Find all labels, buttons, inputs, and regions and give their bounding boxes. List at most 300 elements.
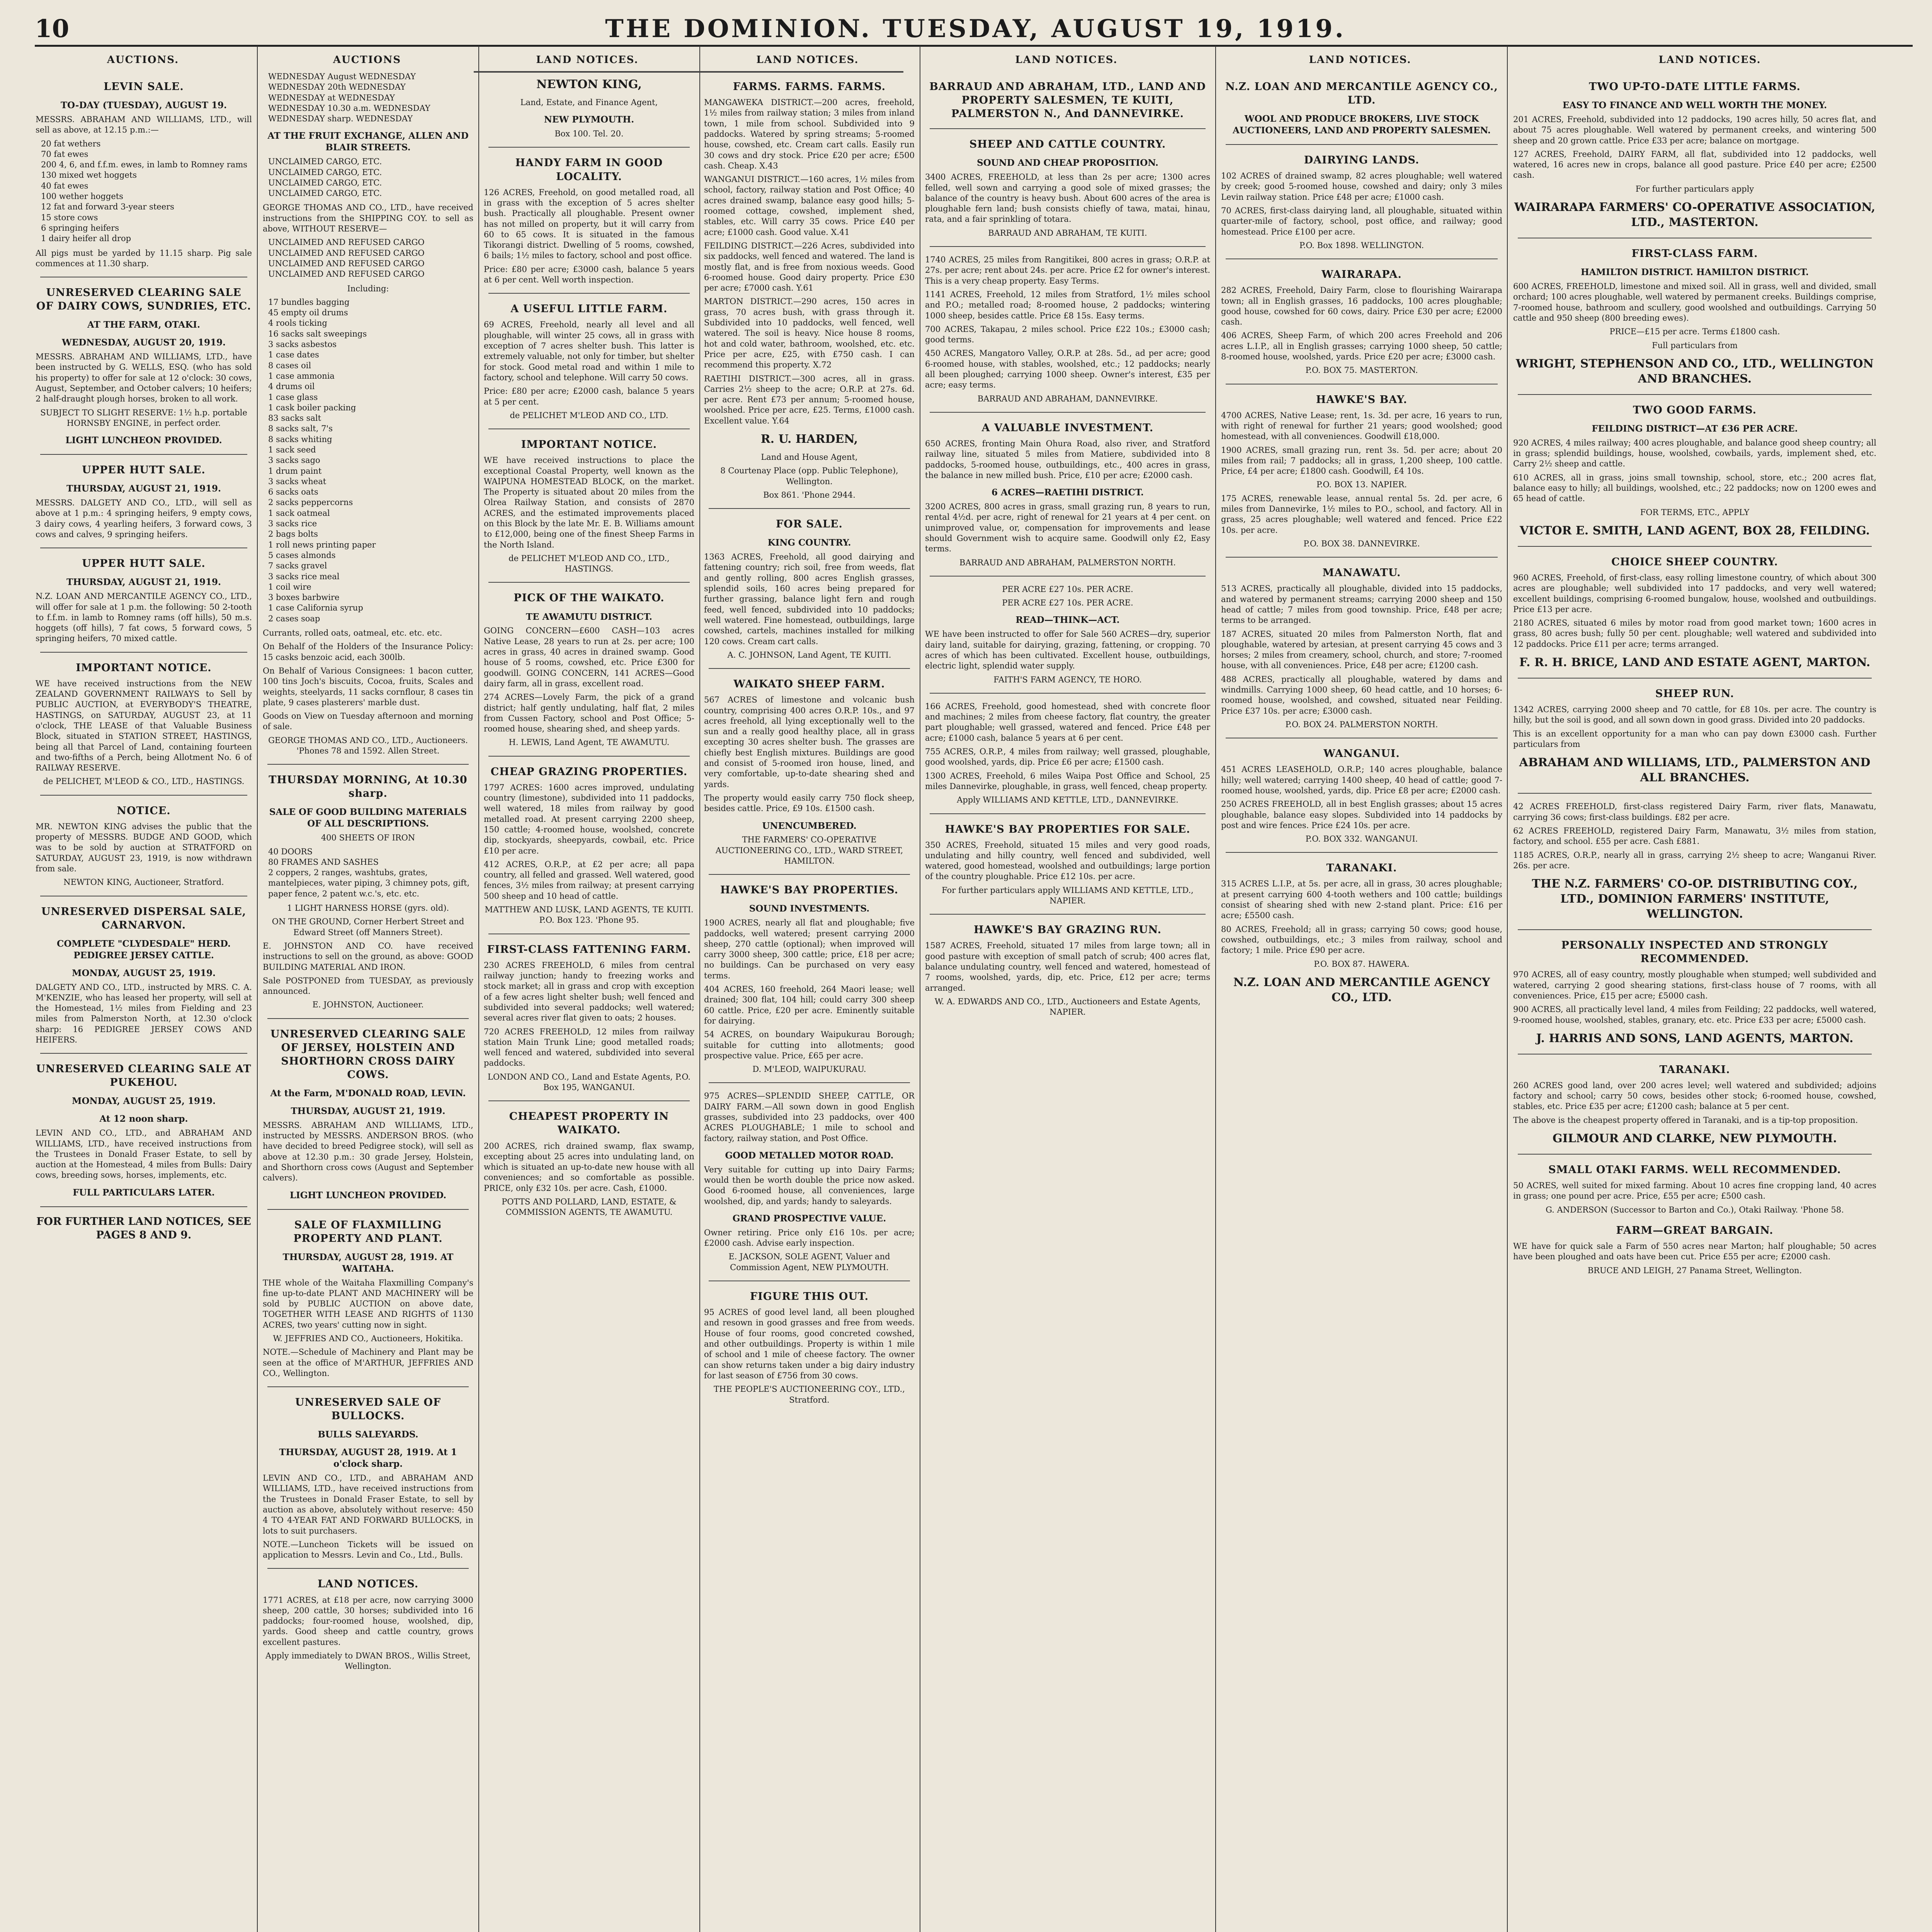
stock-list xyxy=(36,139,252,244)
ad-title: UPPER HUTT SALE. xyxy=(82,558,206,570)
ad-title: UNRESERVED DISPERSAL SALE, CARNARVON. xyxy=(41,905,247,931)
ad-subtitle: GRAND PROSPECTIVE VALUE. xyxy=(732,1213,886,1224)
list-item: 3 sacks wheat xyxy=(268,476,327,486)
list-item: 4 rools ticking xyxy=(268,318,327,328)
ad-body: 80 ACRES, Freehold; all in grass; carrying 50 cows; good house, cowshed, outbuildings, etc.; 3 miles from railway, school and factory; 1 mile. Price £90 per acre. xyxy=(1221,924,1502,955)
ad-body: 406 ACRES, Sheep Farm, of which 200 acres Freehold and 206 acres L.I.P., all in English grasses; carrying 1000 sheep, 50 cattle; 8-roomed house, woolshed, yards. Price £20 per acre; £3000 cash. xyxy=(1221,331,1502,362)
ad-subtitle: GOOD METALLED MOTOR ROAD. xyxy=(725,1150,894,1161)
section-heading: LAND NOTICES. xyxy=(317,1578,419,1590)
column-divider xyxy=(478,46,479,1932)
ad-separator xyxy=(488,293,690,294)
ad-separator xyxy=(709,874,910,875)
ad-body: Very suitable for cutting up into Dairy Farms; would then be worth double the price now asked. Good 6-roomed house, all conveniences, large woolshed, dip, and yards; handy to saleyards. xyxy=(704,1165,915,1206)
agent-name: GILMOUR AND CLARKE, NEW PLYMOUTH. xyxy=(1553,1132,1837,1146)
ad-separator xyxy=(930,128,1206,129)
ad-date: THURSDAY, AUGUST 21, 1919. xyxy=(66,577,221,588)
ad-body: 2180 ACRES, situated 6 miles by motor road from good market town; 1600 acres in grass, 80 acres bush; fully 50 per cent. ploughable; well watered and subdivided into 12 paddocks. Price £11 per acre; terms arranged. xyxy=(1513,618,1876,649)
ad-body: 920 ACRES, 4 miles railway; 400 acres ploughable, and balance good sheep country; all in grass; splendid buildings, house, woolshed, cowbails, yards, implement shed, etc. Carry 2½ sheep and cattle. xyxy=(1513,438,1876,469)
list-item: UNCLAIMED CARGO, ETC. xyxy=(268,167,382,177)
ad-body: 200 ACRES, rich drained swamp, flax swamp, excepting about 25 acres into undulating land, on which is situated an up-to-date new house with all conveniences; and so comfortable as possible. PRICE, only £32 10s. per acre. Cash, £1000. xyxy=(484,1141,694,1193)
ad-title: IMPORTANT NOTICE. xyxy=(76,662,212,674)
column-head: LAND NOTICES. xyxy=(756,54,859,66)
ad-title: UPPER HUTT SALE. xyxy=(82,464,206,476)
ad-signature: BARRAUD AND ABRAHAM, TE KUITI. xyxy=(988,228,1147,238)
list-item: 1 cask boiler packing xyxy=(268,403,356,412)
ad-body: 126 ACRES, Freehold, on good metalled road, all in grass with the exception of 5 acres shelter bush. Practically all ploughable. Present owner has not milled on property, but it will carry from 60 to 65 cows. It is situated in the famous Tikorangi district. Dwelling of 5 rooms, cowshed, 6 bails; 1½ miles to factory, school and post office. xyxy=(484,187,694,260)
ad-body: 1342 ACRES, carrying 2000 sheep and 70 cattle, for £8 10s. per acre. The country is hilly, but the soil is good, and all sown down in good grass. Divided into 20 paddocks. xyxy=(1513,705,1876,725)
list-item: 3 sacks sago xyxy=(268,456,320,465)
ad-signature: THE PEOPLE'S AUCTIONEERING COY., LTD., Stratford. xyxy=(714,1384,905,1405)
ad-body: 70 ACRES, first-class dairying land, all ploughable, situated within quarter-mile of factory, school, post office, and railway; good homestead. Price £100 per acre. xyxy=(1221,206,1502,236)
ad-body: On Behalf of the Holders of the Insurance Policy: 15 casks benzoic acid, each 300lb. xyxy=(263,642,473,662)
ad-separator xyxy=(709,508,910,509)
ad-subtitle: COMPLETE "CLYDESDALE" HERD. PEDIGREE JERSEY CATTLE. xyxy=(57,938,231,961)
column-divider xyxy=(257,46,258,1932)
ad-title: PICK OF THE WAIKATO. xyxy=(514,592,665,604)
agent-name: R. U. HARDEN, xyxy=(760,432,858,446)
ad-body: MANGAWEKA DISTRICT.—200 acres, freehold, 1½ miles from railway station; 3 miles from inland town, 1 mile from school. Subdivided into 9 paddocks. Watered by spring streams; 5-roomed house, cowshed, etc. Cream cart calls. Easily run 30 cows and dry stock. Price £20 per acre; £500 cash. Cheap. X.43 xyxy=(704,98,915,170)
ad-separator xyxy=(40,1053,247,1054)
column-head: AUCTIONS. xyxy=(107,54,179,66)
column-head: AUCTIONS xyxy=(333,54,401,66)
ad-body: 187 ACRES, situated 20 miles from Palmerston North, flat and ploughable, watered by artesian, at present carrying 45 cows and 3 horses; 2 miles from creamery, school, church, and store; 7-roomed house, with all conveniences. Price, £48 per acre; £1200 cash. xyxy=(1221,629,1502,670)
list-item: WEDNESDAY 10.30 a.m. WEDNESDAY xyxy=(268,103,430,113)
list-item: 5 cases almonds xyxy=(268,550,336,560)
ad-signature: BARRAUD AND ABRAHAM, PALMERSTON NORTH. xyxy=(959,558,1176,567)
ad-separator xyxy=(488,582,690,583)
agent-address: 8 Courtenay Place (opp. Public Telephone), Wellington. xyxy=(720,466,898,486)
list-item: 70 fat ewes xyxy=(41,149,88,159)
ad-label: Including: xyxy=(347,284,389,293)
ad-title: A VALUABLE INVESTMENT. xyxy=(981,422,1154,434)
ad-separator xyxy=(709,1082,910,1083)
list-item: 40 DOORS xyxy=(268,847,313,856)
ad-body: 960 ACRES, Freehold, of first-class, easy rolling limestone country, of which about 300 acres are ploughable; well subdivided into 17 paddocks, and very well watered; excellent buildings, comprising 6-roomed bungalow, house, woolshed and outbuildings. Price £13 per acre. xyxy=(1513,573,1876,614)
column-head: LAND NOTICES. xyxy=(1309,54,1412,66)
ad-subtitle: 6 ACRES—RAETIHI DISTRICT. xyxy=(991,487,1144,498)
ad-note: SUBJECT TO SLIGHT RESERVE: 1½ h.p. portable HORNSBY ENGINE, in perfect order. xyxy=(40,408,247,428)
ad-title: HAWKE'S BAY PROPERTIES. xyxy=(720,884,899,896)
list-item: 7 sacks gravel xyxy=(268,561,327,571)
ad-place: AT THE FARM, OTAKI. xyxy=(87,320,200,330)
list-item: WEDNESDAY August WEDNESDAY xyxy=(268,72,416,81)
agent-name: F. R. H. BRICE, LAND AND ESTATE AGENT, MARTON. xyxy=(1519,656,1871,670)
cargo-heading-lines xyxy=(263,237,473,279)
column-divider xyxy=(699,46,700,1932)
ad-body: 1587 ACRES, Freehold, situated 17 miles from large town; all in good pasture with exception of small patch of scrub; 400 acres flat, balance undulating country, well fenced and watered, homestead of 7 rooms, woolshed, yards, dip, etc. Price, £12 per acre; terms arranged. xyxy=(925,941,1210,993)
ad-price: PER ACRE £27 10s. PER ACRE. xyxy=(1002,598,1133,608)
ad-separator xyxy=(1226,557,1498,558)
ad-body: 412 ACRES, O.R.P., at £2 per acre; all papa country, all felled and grassed. Well watered, good fences, 3½ miles from railway; at present carrying 500 sheep and 10 head of cattle. xyxy=(484,859,694,901)
column-head: LAND NOTICES. xyxy=(1015,54,1118,66)
ad-body: 230 ACRES FREEHOLD, 6 miles from central railway junction; handy to freezing works and stock market; all in grass and crop with exception of a few acres light shelter bush; well fenced and subdivided into several paddocks; well watered; several acres river flat given to oats; 2 houses. xyxy=(484,960,694,1023)
ad-body: 451 ACRES LEASEHOLD, O.R.P.; 140 acres ploughable, balance hilly; well watered; carrying 1400 sheep, 40 head of cattle; good 7-roomed house, woolshed, yards, dip. Price £8 per acre; £2000 cash. xyxy=(1221,765,1502,795)
agent-box: P.O. BOX 87. HAWERA. xyxy=(1314,959,1410,969)
ad-signature: THE FARMERS' CO-OPERATIVE AUCTIONEERING CO., LTD., WARD STREET, HAMILTON. xyxy=(715,835,903,866)
ad-body: 610 ACRES, all in grass, joins small township, school, store, etc.; 200 acres flat, balance easy to hilly; all buildings, woolshed, etc.; 22 paddocks; now on 1200 ewes and 65 head of cattle. xyxy=(1513,473,1876,503)
ad-signature: D. M'LEOD, WAIPUKURAU. xyxy=(752,1065,866,1074)
ad-title: TARANAKI. xyxy=(1659,1063,1730,1076)
ad-body: 1797 ACRES: 1600 acres improved, undulating country (limestone), subdivided into 11 paddocks, well watered, 18 miles from railway by good metalled road. At present carrying 2200 sheep, 150 cattle; 4-roomed house, woolshed, concrete dip, stockyards, sheepyards, cowbail, etc. Price £10 per acre. xyxy=(484,782,694,855)
ad-signature: Apply WILLIAMS AND KETTLE, LTD., DANNEVIRKE. xyxy=(957,795,1179,805)
ad-title: TARANAKI. xyxy=(1326,862,1397,874)
ad-body: 350 ACRES, Freehold, situated 15 miles and very good roads, undulating and hilly country, well fenced and subdivided, well watered, good homestead, woolshed and outbuildings; large portion of the country ploughable. Price £12 10s. per acre. xyxy=(925,840,1210,881)
ad-title: HAWKE'S BAY GRAZING RUN. xyxy=(973,924,1162,936)
list-item: UNCLAIMED CARGO, ETC. xyxy=(268,157,382,167)
ad-separator xyxy=(1518,546,1872,547)
ad-price: PER ACRE £27 10s. PER ACRE. xyxy=(1002,584,1133,594)
agent-name: VICTOR E. SMITH, LAND AGENT, BOX 28, FEILDING. xyxy=(1519,524,1870,537)
ad-subtitle: FEILDING DISTRICT—AT £36 PER ACRE. xyxy=(1592,423,1798,434)
list-item: 3 sacks rice xyxy=(268,519,317,529)
ad-separator xyxy=(40,652,247,653)
ad-subtitle: KING COUNTRY. xyxy=(767,537,851,548)
ad-separator xyxy=(1518,1154,1872,1155)
ad-body: 102 ACRES of drained swamp, 82 acres ploughable; well watered by creek; good 5-roomed house, cowshed and dairy; only 3 miles Levin railway station. Price £48 per acre; £1000 cash. xyxy=(1221,171,1502,202)
ad-separator xyxy=(488,756,690,757)
ad-title: TWO UP-TO-DATE LITTLE FARMS. xyxy=(1589,81,1801,93)
ad-separator xyxy=(40,1206,247,1207)
ad-signature: de PELICHET M'LEOD AND CO., LTD. xyxy=(510,410,668,420)
ad-title: FOR SALE. xyxy=(776,518,843,531)
ad-price: Price: £80 per acre; £2000 cash, balance 5 years at 5 per cent. xyxy=(484,386,694,406)
ad-separator xyxy=(930,412,1206,413)
agent-box: P.O. BOX 24. PALMERSTON NORTH. xyxy=(1285,719,1438,729)
agent-name: BARRAUD AND ABRAHAM, LTD., LAND AND PROPERTY SALESMEN, TE KUITI, PALMERSTON N., And DANNEVIRKE. xyxy=(929,81,1206,120)
ad-body: 488 ACRES, practically all ploughable, watered by dams and windmills. Carrying 1000 sheep, 60 head cattle, and 10 horses; 6-roomed house, woolshed, and cowshed, situated near Feilding. Price £37 10s. per acre; £3000 cash. xyxy=(1221,674,1502,716)
ad-body: 42 ACRES FREEHOLD, first-class registered Dairy Farm, river flats, Manawatu, carrying 36 cows; first-class buildings. £82 per acre. xyxy=(1513,802,1876,822)
ad-body: On Behalf of Various Consignees: 1 bacon cutter, 100 tins Joch's biscuits, Cocoa, fruits, Scales and weights, steelyards, 11 sacks cornflour, 8 cases tin plate, 9 cases plasterers' marble dust. xyxy=(263,666,473,707)
column-land-notices-6 xyxy=(1221,71,1502,1932)
agent-name: NEWTON KING, xyxy=(536,78,642,91)
ad-note: FOR TERMS, ETC., APPLY xyxy=(1640,507,1750,517)
list-item: 12 fat and forward 3-year steers xyxy=(41,202,174,212)
ad-subtitle: SOUND INVESTMENTS. xyxy=(749,903,870,914)
ad-title: CHEAP GRAZING PROPERTIES. xyxy=(490,765,688,778)
ad-signature: E. JACKSON, SOLE AGENT, Valuer and Commission Agent, NEW PLYMOUTH. xyxy=(728,1252,890,1272)
agent-place: NEW PLYMOUTH. xyxy=(544,114,634,125)
ad-signature: For further particulars apply WILLIAMS AND KETTLE, LTD., NAPIER. xyxy=(942,885,1194,906)
ad-signature: W. JEFFRIES AND CO., Auctioneers, Hokitika. xyxy=(273,1334,463,1343)
ad-separator xyxy=(1226,852,1498,853)
list-item: 17 bundles bagging xyxy=(268,297,350,307)
list-item: 200 4, 6, and f.f.m. ewes, in lamb to Romney rams xyxy=(41,160,248,170)
list-item: 8 cases oil xyxy=(268,361,311,370)
ad-separator xyxy=(40,795,247,796)
ad-separator xyxy=(267,1386,469,1387)
ad-body: WANGANUI DISTRICT.—160 acres, 1½ miles from school, factory, railway station and Post Office; 40 acres drained swamp, balance easy good hills; 5-roomed cottage, cowshed, implement shed, stables, etc. Will carry 35 cows. Price £40 per acre; £1000 cash. Good value. X.41 xyxy=(704,175,915,237)
ad-body: 54 ACRES, on boundary Waipukurau Borough; suitable for cutting into allotments; good prospective value. Price, £65 per acre. xyxy=(704,1030,915,1060)
ad-separator xyxy=(709,668,910,669)
ad-signature: FAITH'S FARM AGENCY, TE HORO. xyxy=(993,675,1142,684)
ad-body: 1740 ACRES, 25 miles from Rangitikei, 800 acres in grass; O.R.P. at 27s. per acre; rent about 24s. per acre. Price £2 for owner's interest. This is a very cheap property. Easy Terms. xyxy=(925,255,1210,286)
ad-body: 1185 ACRES, O.R.P., nearly all in grass, carrying 2½ sheep to acre; Wanganui River. 26s. per acre. xyxy=(1513,850,1876,870)
ad-separator xyxy=(267,764,469,765)
ad-date: THURSDAY, AUGUST 28, 1919. At 1 o'clock sharp. xyxy=(279,1447,457,1469)
ad-signature: MATTHEW AND LUSK, LAND AGENTS, TE KUITI. P.O. Box 123. 'Phone 95. xyxy=(485,905,694,925)
list-item: 6 springing heifers xyxy=(41,223,119,233)
ad-separator xyxy=(267,1568,469,1569)
list-item: 1 case dates xyxy=(268,350,319,360)
list-item: 1 sack seed xyxy=(268,445,316,454)
ad-date: MONDAY, AUGUST 25, 1919. xyxy=(71,968,216,978)
ad-body: MESSRS. ABRAHAM AND WILLIAMS, LTD., will sell as above, at 12.15 p.m.:— xyxy=(36,114,252,135)
ad-body: LEVIN AND CO., LTD., and ABRAHAM AND WILLIAMS, LTD., have received instructions from the Trustees in Donald Fraser Estate, to sell by auction as above, absolutely without reserve: 450 4 TO 4-YEAR FAT AND FORWARD BULLOCKS, in lots to suit purchasers. xyxy=(263,1473,473,1536)
ad-title: HAWKE'S BAY PROPERTIES FOR SALE. xyxy=(945,823,1190,835)
ad-body: 282 ACRES, Freehold, Dairy Farm, close to flourishing Wairarapa town; all in English grasses, 16 paddocks, 100 acres ploughable; good house, cowshed for 60 cows, dairy. Price £30 per acre; £2000 cash. xyxy=(1221,286,1502,327)
ad-place: ON THE GROUND, Corner Herbert Street and Edward Street (off Manners Street). xyxy=(272,917,464,937)
agent-name: THE N.Z. FARMERS' CO-OP. DISTRIBUTING COY., LTD., DOMINION FARMERS' INSTITUTE, WELLINGTON. xyxy=(1532,877,1858,921)
list-item: 15 store cows xyxy=(41,213,98,222)
column-auctions-2 xyxy=(263,71,473,1932)
ad-body: 755 ACRES, O.R.P., 4 miles from railway; well grassed, ploughable, good woolshed, yards, dip. Price £6 per acre; £1500 cash. xyxy=(925,747,1210,767)
ad-body: 650 ACRES, fronting Main Ohura Road, also river, and Stratford railway line, situated 5 miles from Matiere, subdivided into 8 paddocks, 5-roomed house, outbuildings, etc., 400 acres in grass, the balance in new milled bush. Price, £10 per acre; £2000 cash. xyxy=(925,439,1210,480)
ad-note: FULL PARTICULARS LATER. xyxy=(73,1187,215,1198)
page-number: 10 xyxy=(35,14,70,43)
ad-title: CHEAPEST PROPERTY IN WAIKATO. xyxy=(509,1111,669,1136)
list-item: 40 fat ewes xyxy=(41,181,88,190)
agent-name: WAIRARAPA FARMERS' CO-OPERATIVE ASSOCIATION, LTD., MASTERTON. xyxy=(1514,201,1876,230)
ad-body: 970 ACRES, all of easy country, mostly ploughable when stumped; well subdivided and watered, carrying 2 good shearing stations, first-class house of 7 rooms, with all conveniences. Price, £15 per acre; £5000 cash. xyxy=(1513,970,1876,1000)
ad-body: 201 ACRES, Freehold, subdivided into 12 paddocks, 190 acres hilly, 50 acres flat, and about 75 acres ploughable. Well watered by permanent creeks, and wintering 500 sheep and 20 grown cattle. Price £33 per acre; balance on mortgage. xyxy=(1513,114,1876,145)
ad-body: 250 ACRES FREEHOLD, all in best English grasses; about 15 acres ploughable, balance easy slopes. Subdivided into 14 paddocks by post and wire fences. Price £24 10s. per acre. xyxy=(1221,799,1502,830)
agent-name: WRIGHT, STEPHENSON AND CO., LTD., WELLINGTON AND BRANCHES. xyxy=(1516,357,1874,386)
ad-body: 900 ACRES, all practically level land, 4 miles from Feilding; 22 paddocks, well watered, 9-roomed house, woolshed, stables, granary, etc. etc. Price £33 per acre; £5000 cash. xyxy=(1513,1005,1876,1025)
agent-description: Land, Estate, and Finance Agent, xyxy=(520,98,658,107)
ad-body: LEVIN AND CO., LTD., and ABRAHAM AND WILLIAMS, LTD., have received instructions from the Trustees in Donald Fraser Estate, to sell by auction at the Homestead, 4 miles from Bulls: Dairy cows, breeding sows, horses, implements, etc. xyxy=(36,1128,252,1180)
list-item: 3 boxes barbwire xyxy=(268,593,340,602)
ad-separator xyxy=(930,693,1206,694)
ad-title: UNRESERVED CLEARING SALE AT PUKEHOU. xyxy=(36,1063,252,1089)
list-item: 3 sacks rice meal xyxy=(268,571,340,581)
ad-title: DAIRYING LANDS. xyxy=(1304,154,1420,166)
ad-place: AT THE FRUIT EXCHANGE, ALLEN AND BLAIR STREETS. xyxy=(267,131,469,153)
ad-title: WANGANUI. xyxy=(1323,748,1400,760)
ad-separator xyxy=(267,1018,469,1019)
ad-body: 260 ACRES good land, over 200 acres level; well watered and subdivided; adjoins factory and school; carry 50 cows, besides other stock; 6-roomed house, cowshed, stables, etc. Price £35 per acre; £1200 cash; balance at 5 per cent. xyxy=(1513,1080,1876,1111)
ad-signature: W. A. EDWARDS AND CO., LTD., Auctioneers and Estate Agents, NAPIER. xyxy=(934,997,1201,1017)
ad-title: LEVIN SALE. xyxy=(104,81,184,93)
ad-note: NOTE.—Luncheon Tickets will be issued on application to Messrs. Levin and Co., Ltd., Bulls. xyxy=(263,1539,473,1560)
ad-subtitle: SALE OF GOOD BUILDING MATERIALS OF ALL DESCRIPTIONS. xyxy=(269,807,467,829)
ad-body: WE have been instructed to offer for Sale 560 ACRES—dry, superior dairy land, suitable for dairying, grazing, fattening, or cropping. 70 acres of which has been cultivated. Excellent house, outbuildings, electric light, splendid water supply. xyxy=(925,629,1210,671)
list-item: 1 roll news printing paper xyxy=(268,540,376,549)
list-item: 1 case ammonia xyxy=(268,371,335,381)
ad-signature: de PELICHET M'LEOD AND CO., LTD., HASTINGS. xyxy=(509,553,670,574)
agent-box: Box 861. 'Phone 2944. xyxy=(763,490,855,500)
list-item: WEDNESDAY 20th WEDNESDAY xyxy=(268,82,406,92)
ad-body: 700 ACRES, Takapau, 2 miles school. Price £22 10s.; £3000 cash; good terms. xyxy=(925,324,1210,345)
ad-date: THURSDAY, AUGUST 21, 1919. xyxy=(66,483,221,494)
ad-title: SHEEP RUN. xyxy=(1655,688,1735,700)
ad-title: SMALL OTAKI FARMS. WELL RECOMMENDED. xyxy=(1548,1164,1841,1176)
ad-body: 1 LIGHT HARNESS HORSE (gyrs. old). xyxy=(287,903,449,913)
ad-date: TO-DAY (TUESDAY), AUGUST 19. xyxy=(60,100,227,111)
ad-body: MR. NEWTON KING advises the public that the property of MESSRS. BUDGE AND GOOD, which was to be sold by auction at STRATFORD on SATURDAY, AUGUST 23, 1919, is now withdrawn from sale. xyxy=(36,821,252,874)
ad-separator xyxy=(1518,394,1872,395)
list-item: UNCLAIMED AND REFUSED CARGO xyxy=(268,269,425,279)
ad-body: 127 ACRES, Freehold, DAIRY FARM, all flat, subdivided into 12 paddocks, well watered, 16 acres new in crops, balance all good pasture. Price £40 per acre; £2500 cash. xyxy=(1513,149,1876,180)
ad-body: 720 ACRES FREEHOLD, 12 miles from railway station Main Trunk Line; good metalled roads; well fenced and watered, subdivided into several paddocks. xyxy=(484,1027,694,1068)
ad-price: PRICE—£15 per acre. Terms £1800 cash. xyxy=(1609,327,1780,337)
ad-body: 50 ACRES, well suited for mixed farming. About 10 acres fine cropping land, 40 acres in grass; one pound per acre. Price, £55 per acre; £500 cash. xyxy=(1513,1181,1876,1201)
masthead xyxy=(35,15,1913,43)
ad-signature: BARRAUD AND ABRAHAM, DANNEVIRKE. xyxy=(977,394,1158,403)
column-land-notices-3 xyxy=(484,71,694,1932)
ad-separator xyxy=(1518,678,1872,679)
column-heads xyxy=(35,47,1913,70)
ad-title: UNRESERVED CLEARING SALE OF DAIRY COWS, SUNDRIES, ETC. xyxy=(36,287,252,313)
list-item: 8 sacks whiting xyxy=(268,434,332,444)
ad-body: 166 ACRES, Freehold, good homestead, shed with concrete floor and machines; 2 miles from cheese factory, flat country, the greater part ploughable; well grassed, watered and fenced. Price £48 per acre; £1000 cash, balance 5 years at 6 per cent. xyxy=(925,701,1210,743)
agent-description: WOOL AND PRODUCE BROKERS, LIVE STOCK AUCTIONEERS, LAND AND PROPERTY SALESMEN. xyxy=(1233,114,1491,136)
ad-title: UNRESERVED CLEARING SALE OF JERSEY, HOLSTEIN AND SHORTHORN CROSS DAIRY COWS. xyxy=(270,1028,466,1081)
ad-body: 1363 ACRES, Freehold, all good dairying and fattening country; rich soil, free from weeds, flat and gently rolling, 800 acres English grasses, splendid soils, 160 acres being prepared for further grassing, balance light fern and rough feed, well fenced, subdivided into 10 paddocks; well watered. Fine homestead, outbuildings, large cowshed, cartels, machines installed for milking 120 cows. Cream cart calls. xyxy=(704,552,915,646)
ad-body: 69 ACRES, Freehold, nearly all level and all ploughable, will winter 25 cows, all in grass with exception of 7 acres shelter bush. This latter is extremely valuable, not only for timber, but shelter for stock. Good metal road and within 1 mile to factory, school and telephone. Will carry 50 cows. xyxy=(484,320,694,382)
list-item: 20 fat wethers xyxy=(41,139,101,148)
ad-note: LIGHT LUNCHEON PROVIDED. xyxy=(289,1190,447,1201)
ad-separator xyxy=(930,576,1206,577)
list-item: 1 case glass xyxy=(268,392,318,402)
ad-body: 567 ACRES of limestone and volcanic bush country, comprising 400 acres O.R.P. 10s., and 97 acres freehold, all lying exceptionally well to the sun and a really good healthy place, all in grass excepting 30 acres shelter bush. The grasses are chiefly best English mixtures. Buildings are good and consist of 5-roomed iron house, lined, and very comfortable, up-to-date shearing shed and yards. xyxy=(704,695,915,789)
ad-subtitle: TE AWAMUTU DISTRICT. xyxy=(526,611,653,622)
ad-body: WE have received instructions to place the exceptional Coastal Property, well known as the WAIPUNA HOMESTEAD BLOCK, on the market. The Property is situated about 20 miles from the Olrea Railway Station, and consists of 2870 ACRES, and the estimated improvements placed on this Block by the late Mr. E. B. Williams amount to £12,000, being one of the finest Sheep Farms in the North Island. xyxy=(484,456,694,549)
further-notices-banner: FOR FURTHER LAND NOTICES, SEE PAGES 8 AND 9. xyxy=(36,1215,251,1241)
ad-title: PERSONALLY INSPECTED AND STRONGLY RECOMMENDED. xyxy=(1561,939,1828,965)
materials-list xyxy=(263,847,473,899)
list-item: WEDNESDAY sharp. WEDNESDAY xyxy=(268,114,413,124)
list-item: 8 sacks salt, 7's xyxy=(268,424,333,434)
ad-note: UNENCUMBERED. xyxy=(762,820,857,831)
list-item: 80 FRAMES AND SASHES xyxy=(268,857,379,867)
ad-body: E. JOHNSTON AND CO. have received instructions to sell on the ground, as above: GOOD BUILDING MATERIAL AND IRON. xyxy=(263,941,473,972)
list-item: UNCLAIMED AND REFUSED CARGO xyxy=(268,248,425,258)
agent-box: P.O. BOX 38. DANNEVIRKE. xyxy=(1303,539,1420,548)
ad-body: 95 ACRES of good level land, all been ploughed and resown in good grasses and free from weeds. House of four rooms, good concreted cowshed, and other outbuildings. Property is within 1 mile of school and 1 mile of cheese factory. The owner can show returns taken under a big dairy industry for last season of £756 from 30 cows. xyxy=(704,1308,915,1380)
ad-title: A USEFUL LITTLE FARM. xyxy=(510,303,668,315)
ad-separator xyxy=(267,1209,469,1210)
list-item: UNCLAIMED AND REFUSED CARGO xyxy=(268,238,425,247)
ad-title: SHEEP AND CATTLE COUNTRY. xyxy=(969,138,1166,151)
agent-box: P.O. Box 1898. WELLINGTON. xyxy=(1299,240,1424,250)
ad-body: MESSRS. ABRAHAM AND WILLIAMS, LTD., instructed by MESSRS. ANDERSON BROS. (who have decided to breed Pedigree stock), will sell as above at 12.30 p.m.: 30 grade Jersey, Holstein, and Shorthorn cross cows (August and September calvers). xyxy=(263,1120,473,1183)
list-item: UNCLAIMED CARGO, ETC. xyxy=(268,178,382,187)
ad-note: This is an excellent opportunity for a man who can pay down £3000 cash. Further particulars from xyxy=(1513,729,1876,749)
ad-signature: de PELICHET, M'LEOD & CO., LTD., HASTINGS. xyxy=(43,777,245,786)
ad-separator xyxy=(930,813,1206,814)
column-land-notices-7 xyxy=(1513,71,1876,1932)
agent-name: J. HARRIS AND SONS, LAND AGENTS, MARTON. xyxy=(1536,1031,1854,1045)
ad-signature: POTTS AND POLLARD, LAND, ESTATE, & COMMISSION AGENTS, TE AWAMUTU. xyxy=(502,1197,677,1217)
ad-title: WAIRARAPA. xyxy=(1321,269,1402,281)
ad-date: THURSDAY, AUGUST 28, 1919. AT WAITAHA. xyxy=(282,1252,454,1274)
ad-title: HAWKE'S BAY. xyxy=(1316,393,1408,406)
ad-separator xyxy=(488,1100,690,1101)
column-divider xyxy=(1215,46,1216,1932)
masthead-rule xyxy=(35,45,1913,47)
ad-note: LIGHT LUNCHEON PROVIDED. xyxy=(65,435,222,446)
ad-body: Owner retiring. Price only £16 10s. per acre; £2000 cash. Advise early inspection. xyxy=(704,1228,915,1248)
ad-body: 1900 ACRES, small grazing run, rent 3s. 5d. per acre; about 20 miles from rail; 7 paddocks; all in grass, 1,200 sheep, 100 cattle. Price, £4 per acre; £1800 cash. Goodwill, £4 10s. xyxy=(1221,445,1502,476)
ad-note: Goods on View on Tuesday afternoon and morning of sale. xyxy=(263,711,473,731)
ad-place: At the Farm, M'DONALD ROAD, LEVIN. xyxy=(270,1088,466,1099)
ad-subtitle: READ—THINK—ACT. xyxy=(1015,615,1120,626)
ad-separator xyxy=(930,246,1206,247)
ad-signature: E. JOHNSTON, Auctioneer. xyxy=(312,1000,424,1010)
list-item: 1 coil wire xyxy=(268,582,311,592)
ad-title: WAIKATO SHEEP FARM. xyxy=(733,678,885,690)
ad-title: UNRESERVED SALE OF BULLOCKS. xyxy=(295,1396,441,1422)
ad-signature: NEWTON KING, Auctioneer, Stratford. xyxy=(63,878,224,887)
ad-body: WE have received instructions from the NEW ZEALAND GOVERNMENT RAILWAYS to Sell by PUBLIC AUCTION, at EVERYBODY'S THEATRE, HASTINGS, on SATURDAY, AUGUST 23, at 11 o'clock, THE LEASE of that Valuable Business Block, situated in STATION STREET, HASTINGS, being all that Parcel of Land, containing fourteen and two-fifths of a Perch, being Allotment No. 6 of RAILWAY RESERVE. xyxy=(36,679,252,773)
agent-box: Box 100. Tel. 20. xyxy=(554,129,624,139)
ad-date: THURSDAY, AUGUST 21, 1919. xyxy=(291,1105,446,1116)
column-head: LAND NOTICES. xyxy=(536,54,639,66)
ad-body: 4700 ACRES, Native Lease; rent, 1s. 3d. per acre, 16 years to run, with right of renewal for further 21 years; good woolshed; good homestead, with all conveniences. Goodwill £18,000. xyxy=(1221,410,1502,441)
column-divider xyxy=(1507,46,1508,1932)
ad-title: NOTICE. xyxy=(117,804,171,817)
ad-title: TWO GOOD FARMS. xyxy=(1633,404,1757,416)
ad-body: RAETIHI DISTRICT.—300 acres, all in grass. Carries 2½ sheep to the acre; O.R.P. at 27s. 6d. per acre. Rent £73 per annum; 5-roomed house, woolshed. Price per acre, £25. Terms, £1000 cash. Excellent value. Y.64 xyxy=(704,374,915,425)
ad-separator xyxy=(40,454,247,455)
ad-title: CHOICE SHEEP COUNTRY. xyxy=(1611,556,1778,568)
ad-title: SALE OF FLAXMILLING PROPERTY AND PLANT. xyxy=(293,1219,443,1245)
ad-time: At 12 noon sharp. xyxy=(99,1114,188,1124)
ad-body: THE whole of the Waitaha Flaxmilling Company's fine up-to-date PLANT AND MACHINERY will be sold by PUBLIC AUCTION on above date, TOGETHER WITH LEASE AND RIGHTS of 1130 ACRES, two years' cutting now in sight. xyxy=(263,1278,473,1330)
list-item: 16 sacks salt sweepings xyxy=(268,329,367,338)
ad-body: 175 ACRES, renewable lease, annual rental 5s. 2d. per acre, 6 miles from Dannevirke, 1½ miles to P.O., school, and factory. All in grass, 25 acres ploughable; well watered and fenced. Price £22 10s. per acre. xyxy=(1221,493,1502,535)
ad-body: MESSRS. ABRAHAM AND WILLIAMS, LTD., have been instructed by G. WELLS, ESQ. (who has sold his property) to offer for sale at 12 o'clock: 30 cows, August, September, and October calvers; 10 heifers; 2 half-draught plough horses, broken to all work. xyxy=(36,352,252,404)
ad-subtitle: SOUND AND CHEAP PROPOSITION. xyxy=(977,158,1158,168)
list-item: UNCLAIMED CARGO, ETC. xyxy=(268,189,382,198)
cargo-list xyxy=(263,297,473,624)
ad-subtitle: EASY TO FINANCE AND WELL WORTH THE MONEY. xyxy=(1562,100,1827,111)
ad-signature: G. ANDERSON (Successor to Barton and Co.), Otaki Railway. 'Phone 58. xyxy=(1546,1205,1844,1214)
ad-body: 975 ACRES—SPLENDID SHEEP, CATTLE, OR DAIRY FARM.—All sown down in good English grasses, subdivided into 23 paddocks, over 400 ACRES PLOUGHABLE; 1 mile to school and factory, railway station, and Post Office. xyxy=(704,1091,915,1143)
agent-description: Land and House Agent, xyxy=(761,452,858,462)
list-item: 3 sacks asbestos xyxy=(268,340,337,349)
ad-signature: H. LEWIS, Land Agent, TE AWAMUTU. xyxy=(509,738,670,747)
ad-body: 400 SHEETS OF IRON xyxy=(321,833,415,843)
ad-body: N.Z. LOAN AND MERCANTILE AGENCY CO., LTD., will offer for sale at 1 p.m. the following: 50 2-tooth to f.f.m. in lamb to Romney rams (off hills), 50 m.s. hoggets (off hills), 7 fat cows, 5 forward cows, 5 springing heifers, 70 mixed cattle. xyxy=(36,592,252,643)
column-land-notices-5 xyxy=(925,71,1210,1932)
agent-box: P.O. BOX 332. WANGANUI. xyxy=(1305,834,1418,844)
ad-body: 315 ACRES L.I.P., at 5s. per acre, all in grass, 30 acres ploughable; at present carrying 600 4-tooth wethers and 100 cattle; buildings consist of shearing shed with new 2-stand plant. Price: £16 per acre; £5500 cash. xyxy=(1221,879,1502,920)
ad-body: MESSRS. DALGETY AND CO., LTD., will sell as above at 1 p.m.: 4 springing heifers, 9 empty cows, 3 dairy cows, 4 yearling heifers, 3 forward cows, 3 cows and calves, 9 springing heifers. xyxy=(36,498,252,539)
list-item: 1 case California syrup xyxy=(268,603,363,613)
ad-body: 450 ACRES, Mangatoro Valley, O.R.P. at 28s. 5d., ad per acre; good 6-roomed house, with stables, woolshed, etc.; 12 paddocks; nearly all been ploughed; carrying 1000 sheep. Owner's interest, £35 per acre; easy terms. xyxy=(925,349,1210,390)
ad-separator xyxy=(1518,793,1872,794)
ad-body: GEORGE THOMAS AND CO., LTD., have received instructions from the SHIPPING COY. to sell as above, WITHOUT RESERVE— xyxy=(263,203,473,234)
ad-note: NOTE.—Schedule of Machinery and Plant may be seen at the office of M'ARTHUR, JEFFRIES AND CO., Wellington. xyxy=(263,1347,473,1378)
ad-body: 404 ACRES, 160 freehold, 264 Maori lease; well drained; 300 flat, 104 hill; could carry 300 sheep 60 cattle. Price, £20 per acre. Eminently suitable for dairying. xyxy=(704,985,915,1026)
ad-signature: Apply immediately to DWAN BROS., Willis Street, Wellington. xyxy=(265,1651,471,1671)
list-item: 2 cases soap xyxy=(268,614,320,623)
ad-separator xyxy=(1518,929,1872,930)
column-land-notices-4 xyxy=(704,71,915,1932)
list-item: 2 sacks peppercorns xyxy=(268,498,353,507)
ad-body: 1771 ACRES, at £18 per acre, now carrying 3000 sheep, 200 cattle, 30 horses; subdivided into 16 paddocks; four-roomed house, woolshed, dip, yards. Good sheep and cattle country, grows excellent pastures. xyxy=(263,1595,473,1647)
ad-note: All pigs must be yarded by 11.15 sharp. Pig sale commences at 11.30 sharp. xyxy=(36,248,252,268)
list-item: 45 empty oil drums xyxy=(268,308,348,318)
list-item: WEDNESDAY at WEDNESDAY xyxy=(268,93,395,102)
ad-note: Sale POSTPONED from TUESDAY, as previously announced. xyxy=(263,976,473,996)
column-auctions-1 xyxy=(36,71,252,1932)
ad-signature: GEORGE THOMAS AND CO., LTD., Auctioneers. 'Phones 78 and 1592. Allen Street. xyxy=(268,735,468,755)
newspaper-title: THE DOMINION. TUESDAY, AUGUST 19, 1919. xyxy=(605,14,1346,43)
cargo-heading-lines xyxy=(263,156,473,199)
ad-body: WE have for quick sale a Farm of 550 acres near Marton; half ploughable; 50 acres have been ploughed and oats have been cut. Price £55 per acre; £2000 cash. xyxy=(1513,1242,1876,1262)
